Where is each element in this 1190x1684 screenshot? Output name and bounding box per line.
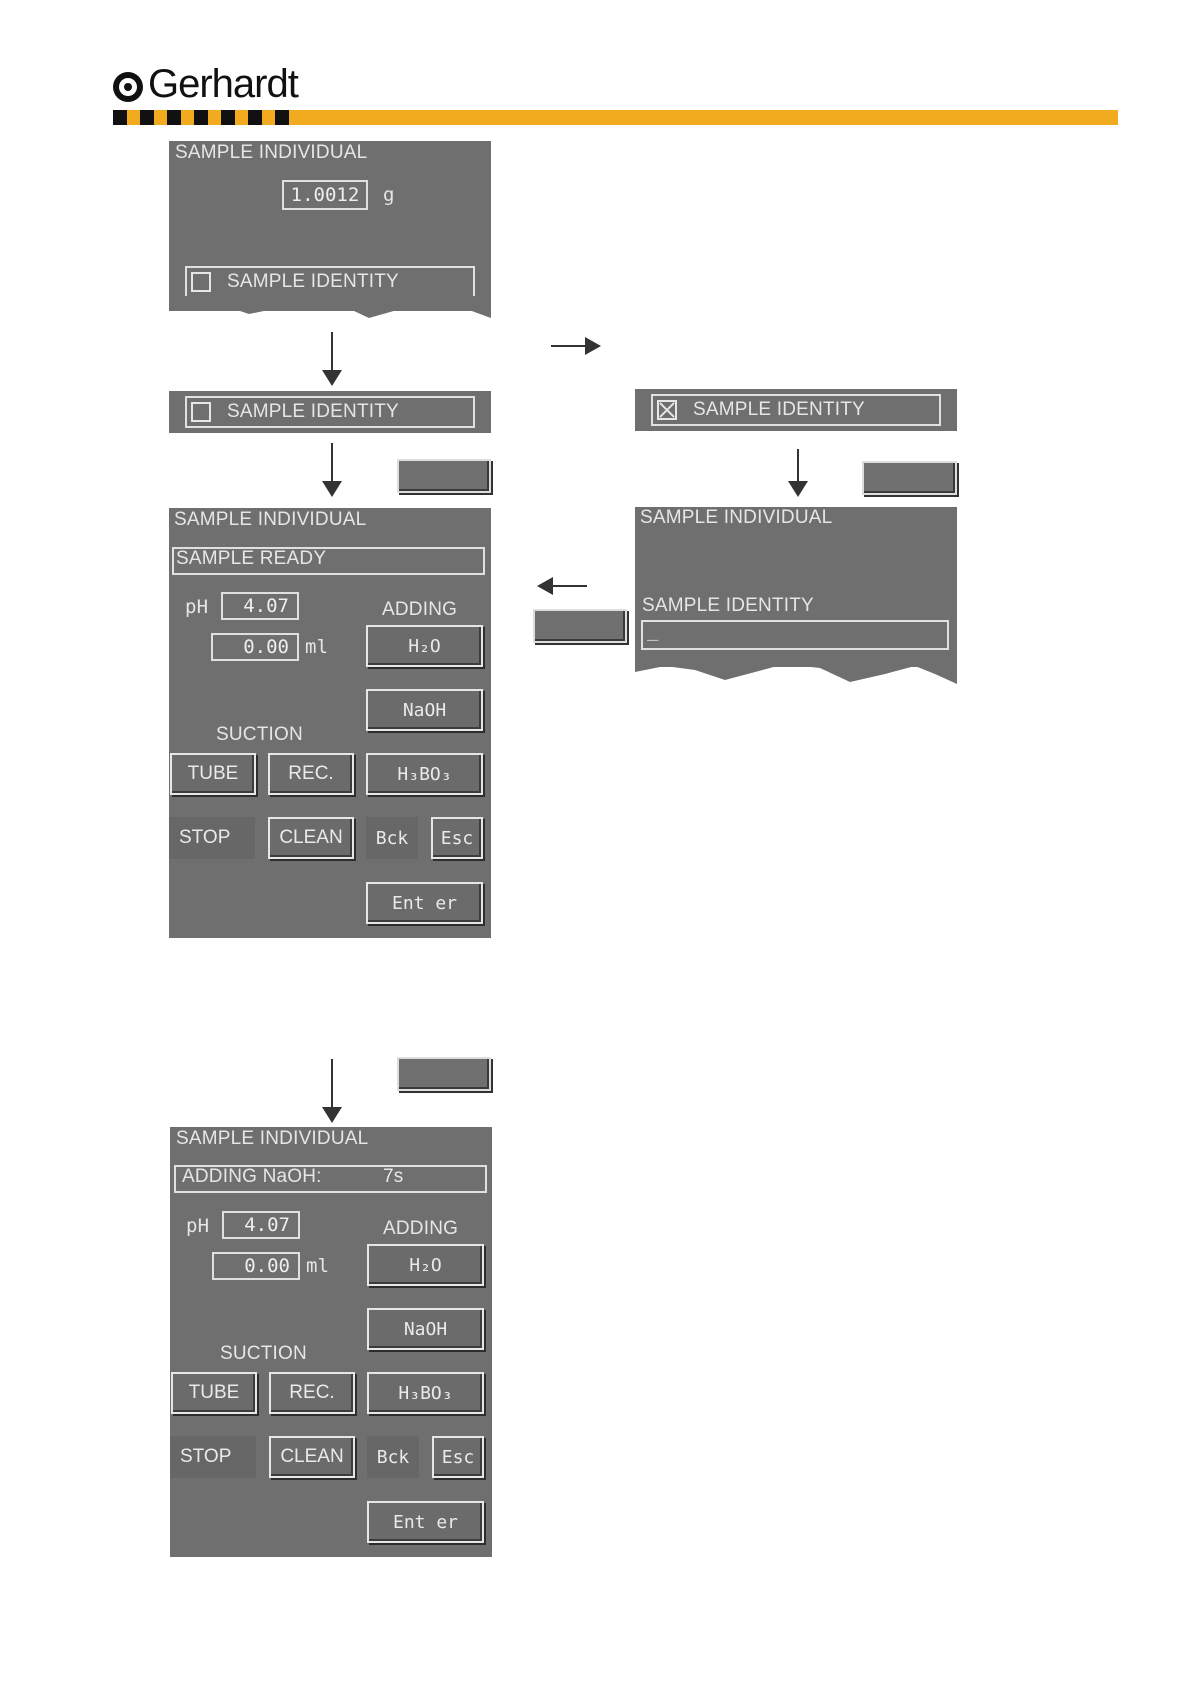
screen-identity-checked <box>635 389 957 431</box>
status-text: ADDING NaOH: <box>182 1166 322 1187</box>
screen-title: SAMPLE INDIVIDUAL <box>176 1128 369 1149</box>
tube-button[interactable]: TUBE <box>170 753 256 795</box>
key-button[interactable] <box>397 459 491 493</box>
h3bo3-button[interactable]: H₃BO₃ <box>367 1372 484 1414</box>
volume-value: 0.00 <box>212 1252 300 1280</box>
adding-label: ADDING <box>383 1218 459 1239</box>
screen-title: SAMPLE INDIVIDUAL <box>640 507 833 528</box>
ph-value: 4.07 <box>222 1211 300 1239</box>
identity-cursor: _ <box>647 619 659 641</box>
back-button[interactable]: Bck <box>366 817 418 859</box>
stop-button[interactable]: STOP <box>169 817 255 859</box>
checkbox-icon[interactable] <box>191 272 211 292</box>
ph-value: 4.07 <box>221 592 299 620</box>
arrow-right <box>551 345 587 347</box>
arrow-down <box>331 332 333 372</box>
arrow-down <box>331 1059 333 1109</box>
h2o-button[interactable]: H₂O <box>367 1244 484 1286</box>
checkbox-label: SAMPLE IDENTITY <box>693 399 865 420</box>
arrow-down <box>331 443 333 483</box>
status-time: 7s <box>383 1166 404 1187</box>
esc-button[interactable]: Esc <box>431 817 483 859</box>
checkbox-label: SAMPLE IDENTITY <box>227 271 399 292</box>
ph-label: pH <box>186 1215 210 1237</box>
naoh-button[interactable]: NaOH <box>367 1308 484 1350</box>
weight-unit: g <box>383 184 395 206</box>
screen-title: SAMPLE INDIVIDUAL <box>174 509 367 530</box>
screen-sample-ready <box>169 508 491 938</box>
weight-input[interactable]: 1.0012 <box>282 180 368 210</box>
screen-identity-entry <box>635 507 957 667</box>
suction-label: SUCTION <box>216 724 303 745</box>
torn-edge <box>635 662 957 686</box>
enter-button[interactable]: Ent er <box>366 882 483 924</box>
clean-button[interactable]: CLEAN <box>268 817 354 859</box>
key-button[interactable] <box>862 461 957 495</box>
brand-name: Gerhardt <box>148 62 298 106</box>
identity-label: SAMPLE IDENTITY <box>642 595 814 616</box>
arrow-left <box>551 585 587 587</box>
gerhardt-logo-icon <box>113 72 143 102</box>
ph-label: pH <box>185 596 209 618</box>
key-button[interactable] <box>397 1057 491 1091</box>
rec-button[interactable]: REC. <box>269 1372 355 1414</box>
torn-edge <box>169 296 491 320</box>
screen-sample-weight <box>169 141 491 311</box>
volume-unit: ml <box>305 636 329 658</box>
screen-title: SAMPLE INDIVIDUAL <box>175 142 368 163</box>
volume-unit: ml <box>306 1255 330 1277</box>
suction-label: SUCTION <box>220 1343 307 1364</box>
esc-button[interactable]: Esc <box>432 1436 484 1478</box>
volume-value: 0.00 <box>211 633 299 661</box>
stop-button[interactable]: STOP <box>170 1436 256 1478</box>
checkbox-label: SAMPLE IDENTITY <box>227 401 399 422</box>
h3bo3-button[interactable]: H₃BO₃ <box>366 753 483 795</box>
checkbox-icon[interactable] <box>191 402 211 422</box>
h2o-button[interactable]: H₂O <box>366 625 483 667</box>
back-button[interactable]: Bck <box>367 1436 419 1478</box>
checkbox-checked-icon[interactable] <box>657 400 677 420</box>
naoh-button[interactable]: NaOH <box>366 689 483 731</box>
header-checker-pattern <box>113 110 298 125</box>
status-text: SAMPLE READY <box>176 548 327 569</box>
enter-button[interactable]: Ent er <box>367 1501 484 1543</box>
screen-adding-naoh <box>170 1127 492 1557</box>
clean-button[interactable]: CLEAN <box>269 1436 355 1478</box>
arrow-down <box>797 449 799 483</box>
rec-button[interactable]: REC. <box>268 753 354 795</box>
tube-button[interactable]: TUBE <box>171 1372 257 1414</box>
identity-input[interactable] <box>641 620 949 650</box>
key-button[interactable] <box>533 609 627 643</box>
adding-label: ADDING <box>382 599 458 620</box>
screen-identity-unchecked <box>169 391 491 433</box>
